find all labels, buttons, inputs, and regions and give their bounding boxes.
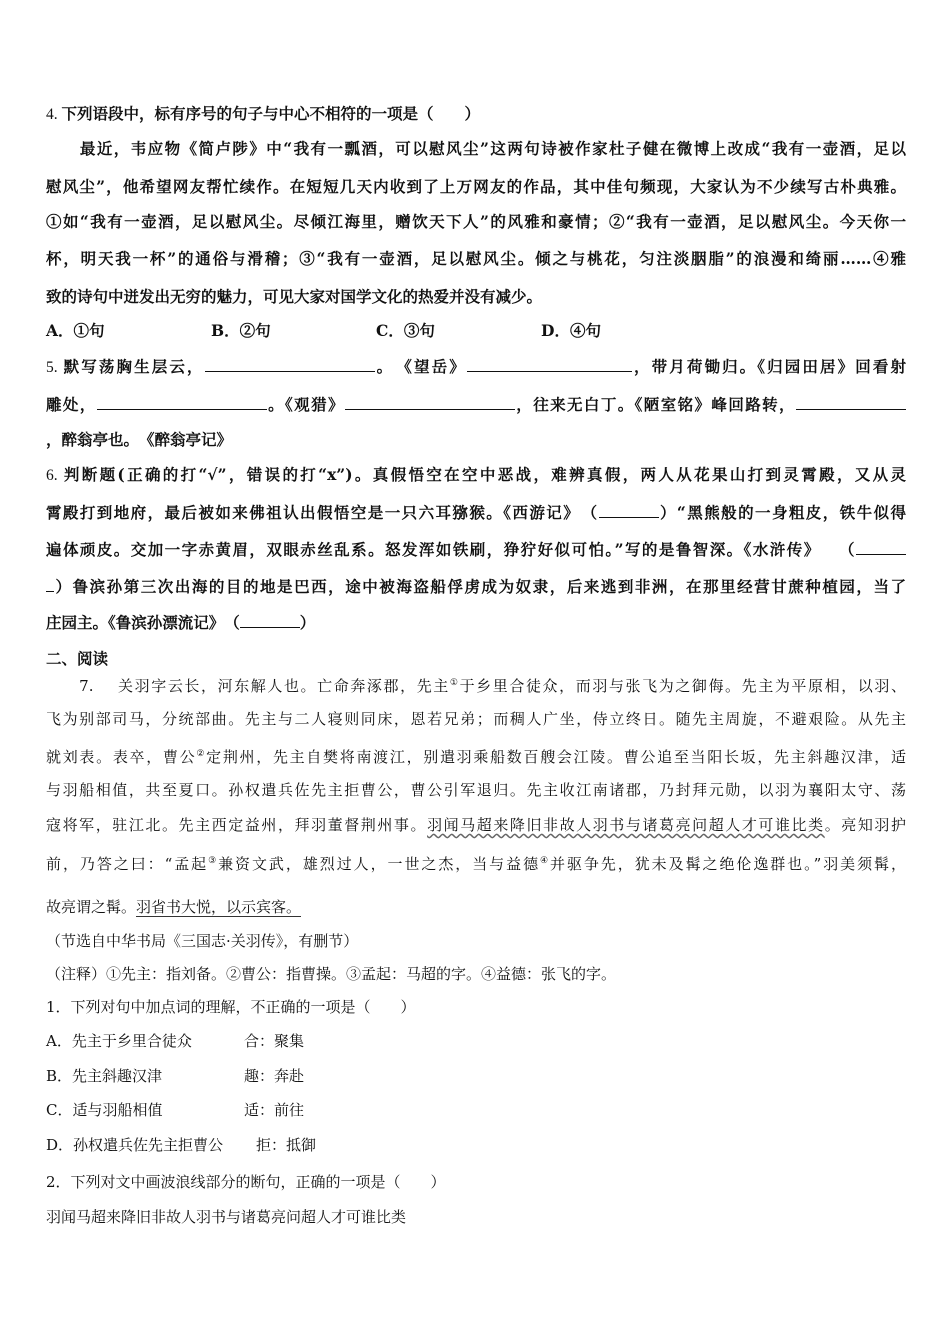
text-segment: （注释）①先主：指刘备。②曹公：指曹操。③孟起：马超的字。④益德：张飞的字。	[46, 965, 617, 983]
text-line	[46, 394, 906, 415]
text-segment: 7. 关羽字云长，河东解人也。亡命奔涿郡，先主	[46, 677, 450, 695]
answer-blank[interactable]	[345, 394, 515, 410]
text-segment: 故亮谓之髯。	[46, 898, 137, 916]
text-segment: 羽闻马超来降旧非故人羽书与诸葛亮问超人才可谁比类	[427, 816, 825, 834]
option-text: B．先主斜趣汉津	[46, 1067, 163, 1085]
text-segment: 遍体顽皮。交加一字赤黄眉，双眼赤丝乱系。怒发浑如铁刷，狰狞好似可怕。”写的是鲁智深。《水浒传》 （	[46, 540, 856, 559]
text-segment: 适：前往	[244, 1101, 305, 1119]
text-segment: 寇将军，驻江北。先主西定益州，拜羽董督荆州事。	[46, 816, 428, 834]
text-line	[46, 576, 906, 597]
text-line	[46, 465, 906, 486]
text-line	[46, 287, 906, 307]
text-segment: 羽闻马超来降旧非故人羽书与诸葛亮问超人才可谁比类	[46, 1208, 407, 1226]
text-segment: 二、阅读	[46, 649, 109, 668]
footnote-marker: ③	[208, 856, 219, 866]
option-text: A．①句	[46, 321, 105, 340]
text-segment: 判断题(正确的打“√”，错误的打“x”)。真假悟空在空中恶战，难辨真假，两人从花果山打到灵霄殿，又从灵	[63, 465, 907, 484]
text-segment: 杯，明天我一杯”的通俗与滑稽；③“我有一壶酒，足以慰风尘。倾之与桃花，匀注淡胭脂”的浪漫和绮丽……④雅	[46, 249, 906, 268]
answer-blank[interactable]	[467, 356, 632, 372]
text-segment: ，带月荷锄归。《归园田居》回看射	[631, 357, 906, 376]
text-segment: 下列语段中，标有序号的句子与中心不相符的一项是（ ）	[61, 104, 481, 123]
text-segment: 定荆州，先主自樊将南渡江，别遣羽乘船数百艘会江陵。曹公追至当阳长坂，先主斜趣汉津，适	[206, 748, 906, 766]
text-segment: 5.	[46, 359, 64, 376]
text-segment: 致的诗句中迸发出无穷的魅力，可见大家对国学文化的热爱并没有减少。	[46, 287, 543, 306]
text-segment: 6.	[46, 467, 64, 484]
text-line	[46, 931, 906, 951]
text-line	[46, 964, 906, 984]
text-line	[46, 997, 906, 1017]
footnote-marker: ④	[540, 856, 551, 866]
text-segment: 庄园主。《鲁滨孙漂流记》 （	[46, 613, 240, 632]
text-line	[46, 1135, 906, 1155]
text-segment: 2．下列对文中画波浪线部分的断句，正确的一项是（ ）	[46, 1173, 446, 1191]
text-segment: ）	[299, 613, 316, 632]
text-line	[46, 780, 906, 800]
text-line	[46, 1031, 906, 1051]
answer-blank[interactable]	[796, 394, 906, 410]
text-segment: 兼资文武，雄烈过人，一世之杰，当与益德	[218, 855, 541, 873]
text-line	[46, 502, 906, 523]
answer-blank[interactable]	[599, 502, 659, 518]
text-segment: ，往来无白丁。《陋室铭》峰回路转，	[514, 395, 796, 414]
text-line	[46, 249, 906, 269]
text-segment: 飞为别部司马，分统部曲。先主与二人寝则同床，恩若兄弟；而稠人广坐，侍立终日。随先主周旋，不避艰险。从先主	[46, 710, 906, 728]
text-segment: 就刘表。表卒，曹公	[46, 748, 197, 766]
footnote-marker: ②	[196, 749, 207, 759]
text-segment: 于乡里合徒众，而羽与张飞为之御侮。先主为平原相，以羽、	[459, 677, 906, 695]
text-line	[46, 1100, 906, 1120]
text-segment: 羽省书大悦，以示宾客。	[136, 898, 302, 916]
text-segment: ）“黑熊般的一身粗皮，铁牛似得	[658, 503, 906, 522]
text-line	[46, 1066, 906, 1086]
text-segment: ）鲁滨孙第三次出海的目的地是巴西，途中被海盗船俘虏成为奴隶，后来逃到非洲，在那里经营甘蔗种植园，当了	[54, 577, 906, 596]
answer-blank[interactable]	[46, 576, 54, 592]
text-line	[46, 612, 906, 633]
text-line	[46, 649, 906, 669]
text-line	[46, 673, 906, 696]
text-line	[46, 177, 906, 197]
text-line	[46, 212, 906, 232]
text-line	[46, 851, 906, 874]
answer-blank[interactable]	[205, 356, 375, 372]
text-segment: 默写荡胸生层云，	[63, 357, 205, 376]
option-text: C．③句	[376, 321, 435, 340]
text-line	[46, 104, 906, 125]
answer-blank[interactable]	[97, 394, 267, 410]
text-segment: 与羽船相值，共至夏口。孙权遣兵佐先主拒曹公，曹公引军退归。先主收江南诸郡，乃封拜元勋，以羽为襄阳太守、荡	[46, 781, 906, 799]
text-segment: 1．下列对句中加点词的理解，不正确的一项是（ ）	[46, 998, 416, 1016]
text-segment: 并驱争先，犹未及髯之绝伦逸群也。”羽美须髯，	[550, 855, 906, 873]
text-segment: 雕处，	[46, 395, 97, 414]
text-segment: 。《观猎》	[266, 395, 345, 414]
answer-blank[interactable]	[240, 612, 300, 628]
option-text: B．②句	[211, 321, 271, 340]
text-line	[46, 139, 906, 159]
text-segment: 趣：奔赴	[244, 1067, 305, 1085]
text-segment: 霄殿打到地府，最后被如来佛祖认出假悟空是一只六耳猕猴。《西游记》 （	[46, 503, 599, 522]
text-segment: 。 《望岳》	[374, 357, 467, 376]
option-text: C．适与羽船相值	[46, 1101, 163, 1119]
answer-blank[interactable]	[856, 539, 906, 555]
text-line	[46, 356, 906, 378]
option-text: D．孙权遣兵佐先主拒曹公	[46, 1136, 224, 1154]
text-line	[46, 815, 906, 835]
text-line	[46, 430, 906, 450]
text-segment: 4.	[46, 106, 62, 123]
text-segment: 拒：抵御	[256, 1136, 317, 1154]
text-line	[46, 539, 906, 560]
text-segment: 慰风尘”，他希望网友帮忙续作。在短短几天内收到了上万网友的作品，其中佳句频现，大家认为不少续写古朴典雅。	[46, 177, 906, 196]
footnote-marker: ①	[449, 678, 460, 688]
text-segment: （节选自中华书局《三国志·关羽传》，有删节）	[46, 932, 359, 950]
text-segment: 合：聚集	[244, 1032, 305, 1050]
text-segment: 前，乃答之曰：“孟起	[46, 855, 209, 873]
option-text: A．先主于乡里合徒众	[46, 1032, 192, 1050]
text-segment: 。亮知羽护	[824, 816, 906, 834]
text-segment: ①如“我有一壶酒，足以慰风尘。尽倾江海里，赠饮天下人”的风雅和豪情；②“我有一壶酒，足以慰风尘。今天你一	[46, 212, 906, 231]
text-line	[46, 321, 906, 341]
text-line	[46, 897, 906, 917]
text-segment: ，醉翁亭也。 《醉翁亭记》	[46, 430, 233, 449]
text-line	[46, 709, 906, 729]
text-line	[46, 1172, 906, 1192]
text-segment: 最近，韦应物《简卢陟》中“我有一瓢酒，可以慰风尘”这两句诗被作家杜子健在微博上改成“我有一壶酒，足以	[46, 139, 906, 158]
text-line	[46, 744, 906, 767]
text-segment: D．④句	[541, 321, 601, 340]
text-line	[46, 1207, 906, 1227]
